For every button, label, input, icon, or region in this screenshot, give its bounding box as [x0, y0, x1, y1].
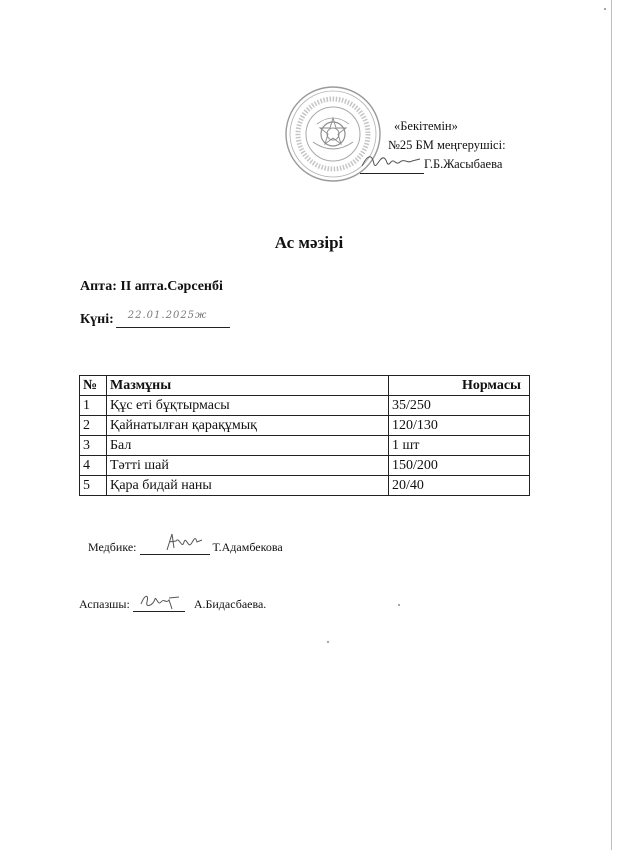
day-row — [80, 311, 230, 328]
approval-block — [370, 117, 506, 174]
nurse-label: Медбике: — [88, 540, 137, 554]
row-dish: Қайнатылған қарақұмық — [107, 416, 389, 436]
row-norm: 1 шт — [389, 436, 530, 456]
document-title: Ас мәзірі — [274, 233, 344, 252]
table-header-row — [80, 376, 530, 396]
header-number: № — [80, 376, 107, 396]
table-row — [80, 476, 530, 496]
day-blank — [116, 311, 230, 328]
table-row — [80, 436, 530, 456]
nurse-name: Т.Адамбекова — [212, 540, 283, 554]
table-row — [80, 396, 530, 416]
cook-signature-icon — [139, 590, 183, 612]
head-signature-icon — [360, 150, 422, 172]
row-norm: 120/130 — [389, 416, 530, 436]
header-norm: Нормасы — [389, 376, 530, 396]
row-number: 3 — [80, 436, 107, 456]
row-number: 2 — [80, 416, 107, 436]
row-dish: Құс еті бұқтырмасы — [107, 396, 389, 416]
scan-speck — [398, 604, 400, 606]
nurse-signature-line — [88, 540, 283, 555]
row-number: 4 — [80, 456, 107, 476]
nurse-signature-icon — [164, 532, 206, 554]
row-dish: Қара бидай наны — [107, 476, 389, 496]
handwritten-date: 22.01.2025ж — [127, 310, 208, 321]
approval-signature-line — [370, 155, 506, 174]
table-row — [80, 416, 530, 436]
scan-edge — [611, 0, 612, 850]
row-norm: 20/40 — [389, 476, 530, 496]
cook-label: Аспазшы: — [79, 597, 130, 611]
head-signature-blank — [360, 159, 424, 174]
row-norm: 150/200 — [389, 456, 530, 476]
header-content: Мазмұны — [107, 376, 389, 396]
week-label: Апта: II апта.Сәрсенбі — [80, 279, 223, 294]
row-dish: Тәтті шай — [107, 456, 389, 476]
approval-heading: «Бекітемін» — [394, 119, 458, 133]
row-dish: Бал — [107, 436, 389, 456]
cook-signature-blank — [133, 597, 185, 612]
day-label: Күні: — [80, 312, 114, 327]
scan-speck — [604, 8, 606, 10]
approval-name: Г.Б.Жасыбаева — [424, 157, 503, 171]
row-norm: 35/250 — [389, 396, 530, 416]
cook-name: А.Бидасбаева. — [193, 597, 267, 611]
table-row — [80, 456, 530, 476]
row-number: 1 — [80, 396, 107, 416]
cook-signature-line — [79, 597, 266, 612]
approval-position: №25 БМ меңгерушісі: — [388, 138, 506, 152]
menu-table — [79, 375, 530, 496]
nurse-signature-blank — [140, 540, 210, 555]
scan-speck — [327, 641, 329, 643]
row-number: 5 — [80, 476, 107, 496]
